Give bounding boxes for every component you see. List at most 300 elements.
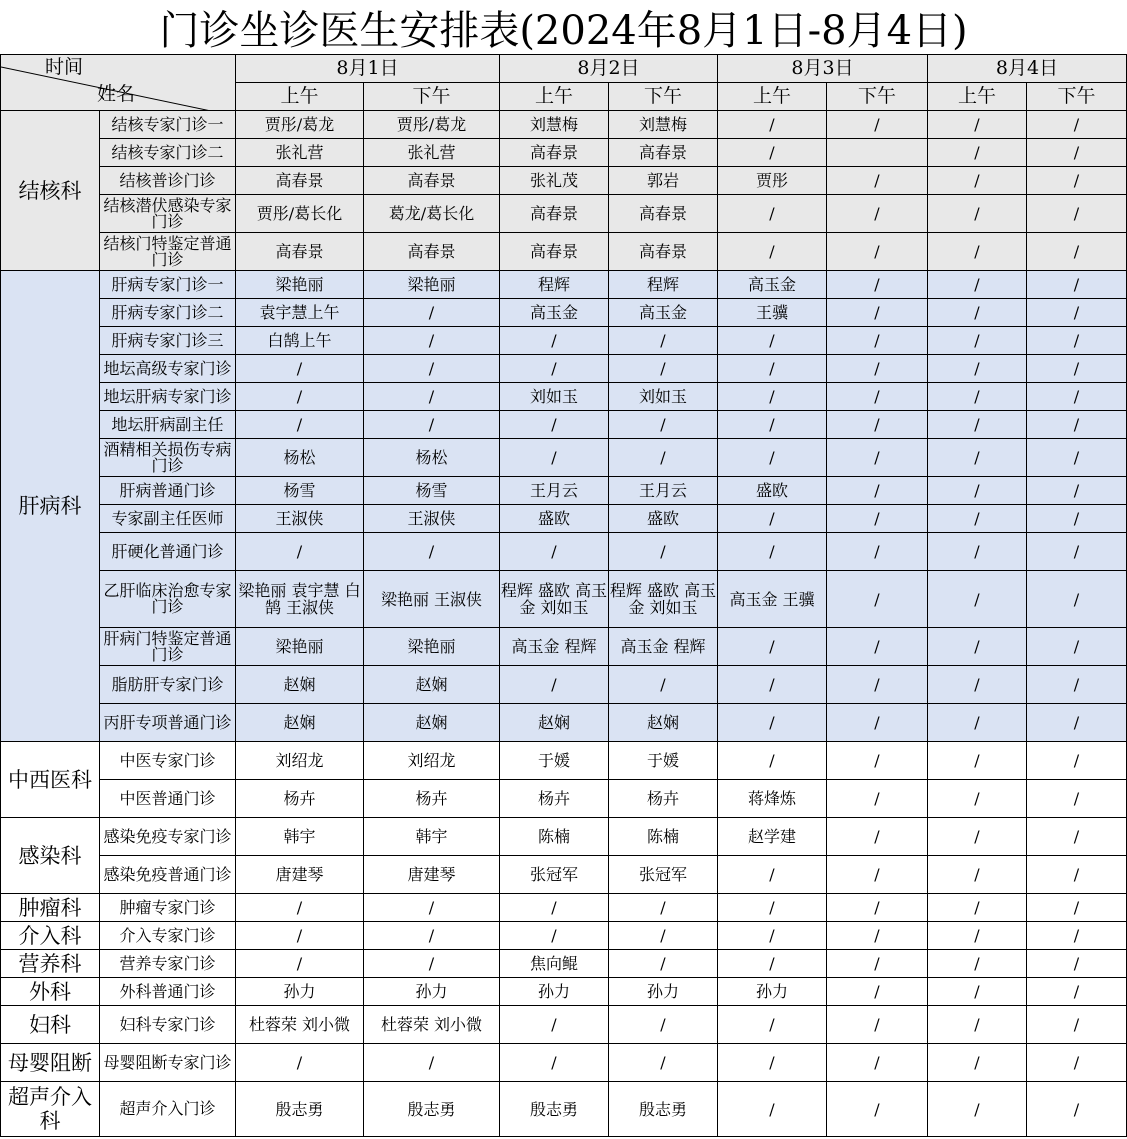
time-label: 时间 xyxy=(45,56,84,78)
clinic-cell: 肝病专家门诊一 xyxy=(100,271,236,299)
doctor-cell: / xyxy=(827,271,928,299)
table-row xyxy=(1,477,1127,505)
doctor-cell: / xyxy=(928,1082,1027,1137)
doctor-cell: 程辉 盛欧 高玉金 刘如玉 xyxy=(609,571,718,628)
doctor-cell: / xyxy=(827,978,928,1006)
doctor-cell: / xyxy=(928,477,1027,505)
table-row xyxy=(1,111,1127,139)
doctor-cell: / xyxy=(827,439,928,477)
clinic-cell: 结核专家门诊二 xyxy=(100,139,236,167)
clinic-cell: 结核专家门诊一 xyxy=(100,111,236,139)
doctor-cell: 韩宇 xyxy=(236,818,364,856)
doctor-cell: 赵娴 xyxy=(364,666,500,704)
doctor-cell: / xyxy=(1027,1006,1127,1044)
doctor-cell: 王淑侠 xyxy=(236,505,364,533)
doctor-cell: 高春景 xyxy=(236,167,364,195)
doctor-cell: / xyxy=(236,950,364,978)
doctor-cell: / xyxy=(500,355,609,383)
clinic-cell: 感染免疫专家门诊 xyxy=(100,818,236,856)
doctor-cell: / xyxy=(928,411,1027,439)
table-row xyxy=(1,704,1127,742)
doctor-cell: 张冠军 xyxy=(500,856,609,894)
doctor-cell: 梁艳丽 袁宇慧 白鹄 王淑侠 xyxy=(236,571,364,628)
doctor-cell: / xyxy=(827,950,928,978)
clinic-cell: 专家副主任医师 xyxy=(100,505,236,533)
doctor-cell: / xyxy=(364,411,500,439)
doctor-cell: 贾彤/葛龙 xyxy=(236,111,364,139)
doctor-cell: / xyxy=(1027,780,1127,818)
doctor-cell: / xyxy=(364,922,500,950)
doctor-cell: 张冠军 xyxy=(609,856,718,894)
table-row xyxy=(1,383,1127,411)
doctor-cell: / xyxy=(928,111,1027,139)
doctor-cell: 王月云 xyxy=(609,477,718,505)
doctor-cell: / xyxy=(827,233,928,271)
doctor-cell: / xyxy=(1027,383,1127,411)
doctor-cell: 梁艳丽 xyxy=(364,271,500,299)
doctor-cell: / xyxy=(1027,704,1127,742)
doctor-cell: / xyxy=(827,327,928,355)
doctor-cell: / xyxy=(1027,571,1127,628)
doctor-cell: / xyxy=(928,195,1027,233)
table-row xyxy=(1,355,1127,383)
doctor-cell: 殷志勇 xyxy=(609,1082,718,1137)
doctor-cell: / xyxy=(1027,355,1127,383)
doctor-cell: 贾彤/葛长化 xyxy=(236,195,364,233)
doctor-cell: 唐建琴 xyxy=(236,856,364,894)
doctor-cell: / xyxy=(928,1044,1027,1082)
doctor-cell: / xyxy=(1027,439,1127,477)
doctor-cell: 赵娴 xyxy=(236,704,364,742)
department-cell: 母婴阻断 xyxy=(1,1044,100,1082)
doctor-cell: / xyxy=(718,1044,827,1082)
doctor-cell: 高春景 xyxy=(364,233,500,271)
doctor-cell: 高春景 xyxy=(500,233,609,271)
doctor-cell: 高玉金 xyxy=(500,299,609,327)
table-row xyxy=(1,439,1127,477)
doctor-cell: / xyxy=(236,533,364,571)
doctor-cell: 赵娴 xyxy=(500,704,609,742)
doctor-cell: / xyxy=(236,1044,364,1082)
doctor-cell: / xyxy=(364,950,500,978)
doctor-cell: 刘慧梅 xyxy=(500,111,609,139)
doctor-cell: / xyxy=(500,1006,609,1044)
clinic-cell: 丙肝专项普通门诊 xyxy=(100,704,236,742)
clinic-cell: 地坛肝病专家门诊 xyxy=(100,383,236,411)
doctor-cell: / xyxy=(827,628,928,666)
doctor-cell: / xyxy=(718,327,827,355)
doctor-cell: / xyxy=(928,299,1027,327)
doctor-cell: / xyxy=(500,1044,609,1082)
doctor-cell: / xyxy=(928,922,1027,950)
table-row xyxy=(1,411,1127,439)
table-row xyxy=(1,327,1127,355)
clinic-cell: 脂肪肝专家门诊 xyxy=(100,666,236,704)
doctor-cell: 高春景 xyxy=(609,195,718,233)
doctor-cell: 葛龙/葛长化 xyxy=(364,195,500,233)
doctor-cell: / xyxy=(236,355,364,383)
doctor-cell: / xyxy=(827,780,928,818)
clinic-cell: 地坛肝病副主任 xyxy=(100,411,236,439)
doctor-cell: 赵娴 xyxy=(236,666,364,704)
clinic-cell: 超声介入门诊 xyxy=(100,1082,236,1137)
doctor-cell: / xyxy=(827,666,928,704)
doctor-cell: / xyxy=(827,704,928,742)
doctor-cell: 张礼营 xyxy=(236,139,364,167)
doctor-cell: 高玉金 xyxy=(609,299,718,327)
department-cell: 中西医科 xyxy=(1,742,100,818)
header-corner xyxy=(1,55,236,111)
doctor-cell: / xyxy=(928,533,1027,571)
doctor-cell: / xyxy=(718,355,827,383)
doctor-cell: / xyxy=(609,950,718,978)
doctor-cell: 白鹄上午 xyxy=(236,327,364,355)
name-label: 姓名 xyxy=(97,83,136,105)
doctor-cell: / xyxy=(500,533,609,571)
doctor-cell: / xyxy=(1027,195,1127,233)
doctor-cell: 陈楠 xyxy=(609,818,718,856)
doctor-cell: 盛欧 xyxy=(718,477,827,505)
doctor-cell: / xyxy=(1027,818,1127,856)
doctor-cell: / xyxy=(609,355,718,383)
doctor-cell: 韩宇 xyxy=(364,818,500,856)
doctor-cell: / xyxy=(609,439,718,477)
doctor-cell: / xyxy=(1027,1044,1127,1082)
table-row xyxy=(1,271,1127,299)
doctor-cell: / xyxy=(928,355,1027,383)
doctor-cell: / xyxy=(827,742,928,780)
doctor-cell: / xyxy=(928,742,1027,780)
doctor-cell: / xyxy=(609,922,718,950)
period-header: 下午 xyxy=(827,83,928,111)
doctor-cell: / xyxy=(364,533,500,571)
clinic-cell: 乙肝临床治愈专家门诊 xyxy=(100,571,236,628)
doctor-cell: 梁艳丽 王淑侠 xyxy=(364,571,500,628)
doctor-cell: / xyxy=(1027,894,1127,922)
doctor-cell: / xyxy=(609,327,718,355)
doctor-cell: / xyxy=(827,1006,928,1044)
doctor-cell: 梁艳丽 xyxy=(236,628,364,666)
doctor-cell: / xyxy=(718,666,827,704)
date-header: 8月2日 xyxy=(500,55,718,83)
doctor-cell: / xyxy=(609,894,718,922)
doctor-cell: / xyxy=(500,922,609,950)
doctor-cell: / xyxy=(827,818,928,856)
doctor-cell: / xyxy=(718,704,827,742)
doctor-cell: 孙力 xyxy=(364,978,500,1006)
doctor-cell: 程辉 xyxy=(500,271,609,299)
doctor-cell: / xyxy=(1027,628,1127,666)
period-header: 下午 xyxy=(1027,83,1127,111)
doctor-cell: / xyxy=(500,327,609,355)
doctor-cell: 梁艳丽 xyxy=(236,271,364,299)
doctor-cell: 于媛 xyxy=(609,742,718,780)
doctor-cell: / xyxy=(928,628,1027,666)
department-cell: 感染科 xyxy=(1,818,100,894)
doctor-cell: 郭岩 xyxy=(609,167,718,195)
clinic-cell: 肝病门特鉴定普通门诊 xyxy=(100,628,236,666)
doctor-cell: 贾彤/葛龙 xyxy=(364,111,500,139)
doctor-cell: 杜蓉荣 刘小微 xyxy=(364,1006,500,1044)
doctor-cell: / xyxy=(1027,922,1127,950)
doctor-cell: / xyxy=(718,1006,827,1044)
doctor-cell: 杨雪 xyxy=(364,477,500,505)
doctor-cell: / xyxy=(827,111,928,139)
doctor-cell: / xyxy=(1027,167,1127,195)
clinic-cell: 感染免疫普通门诊 xyxy=(100,856,236,894)
clinic-cell: 结核潜伏感染专家门诊 xyxy=(100,195,236,233)
doctor-cell: / xyxy=(718,439,827,477)
clinic-cell: 营养专家门诊 xyxy=(100,950,236,978)
table-row xyxy=(1,856,1127,894)
table-row xyxy=(1,299,1127,327)
doctor-cell: 刘绍龙 xyxy=(236,742,364,780)
doctor-cell: / xyxy=(500,439,609,477)
doctor-cell: / xyxy=(718,233,827,271)
table-row xyxy=(1,233,1127,271)
doctor-cell: / xyxy=(827,922,928,950)
doctor-cell: / xyxy=(1027,327,1127,355)
table-row xyxy=(1,628,1127,666)
doctor-cell: 刘绍龙 xyxy=(364,742,500,780)
doctor-cell: / xyxy=(928,439,1027,477)
doctor-cell: 高春景 xyxy=(609,139,718,167)
table-row xyxy=(1,195,1127,233)
table-row xyxy=(1,1082,1127,1137)
clinic-cell: 结核普诊门诊 xyxy=(100,167,236,195)
doctor-cell: 赵娴 xyxy=(609,704,718,742)
date-header: 8月3日 xyxy=(718,55,928,83)
doctor-cell: / xyxy=(718,894,827,922)
doctor-cell: / xyxy=(236,922,364,950)
doctor-cell: 高春景 xyxy=(364,167,500,195)
doctor-cell: 程辉 盛欧 高玉金 刘如玉 xyxy=(500,571,609,628)
period-header: 下午 xyxy=(609,83,718,111)
doctor-cell: 王月云 xyxy=(500,477,609,505)
doctor-cell: 杨松 xyxy=(364,439,500,477)
doctor-cell: 程辉 xyxy=(609,271,718,299)
doctor-cell: 杨松 xyxy=(236,439,364,477)
doctor-cell: 高玉金 程辉 xyxy=(500,628,609,666)
date-header: 8月4日 xyxy=(928,55,1127,83)
clinic-cell: 肿瘤专家门诊 xyxy=(100,894,236,922)
doctor-cell: 于媛 xyxy=(500,742,609,780)
page-title: 门诊坐诊医生安排表(2024年8月1日-8月4日) xyxy=(159,8,968,54)
doctor-cell: / xyxy=(500,666,609,704)
doctor-cell: 殷志勇 xyxy=(500,1082,609,1137)
doctor-cell: 殷志勇 xyxy=(236,1082,364,1137)
doctor-cell: 殷志勇 xyxy=(364,1082,500,1137)
period-header: 上午 xyxy=(928,83,1027,111)
period-header: 上午 xyxy=(500,83,609,111)
doctor-cell: 高玉金 xyxy=(718,271,827,299)
department-cell: 营养科 xyxy=(1,950,100,978)
clinic-cell: 母婴阻断专家门诊 xyxy=(100,1044,236,1082)
doctor-cell: 盛欧 xyxy=(609,505,718,533)
doctor-cell: / xyxy=(827,477,928,505)
table-row xyxy=(1,1044,1127,1082)
doctor-cell: / xyxy=(928,894,1027,922)
department-cell: 超声介入科 xyxy=(1,1082,100,1137)
doctor-cell: / xyxy=(827,533,928,571)
doctor-cell: / xyxy=(827,411,928,439)
department-cell: 介入科 xyxy=(1,922,100,950)
doctor-cell: / xyxy=(718,856,827,894)
doctor-cell: / xyxy=(928,1006,1027,1044)
clinic-cell: 酒精相关损伤专病门诊 xyxy=(100,439,236,477)
doctor-cell: / xyxy=(364,383,500,411)
department-cell: 妇科 xyxy=(1,1006,100,1044)
doctor-cell: 刘如玉 xyxy=(609,383,718,411)
doctor-cell: 盛欧 xyxy=(500,505,609,533)
doctor-cell: / xyxy=(364,894,500,922)
doctor-cell: / xyxy=(827,355,928,383)
doctor-cell: 高春景 xyxy=(236,233,364,271)
doctor-cell: / xyxy=(718,505,827,533)
doctor-cell: / xyxy=(364,327,500,355)
doctor-cell: / xyxy=(609,533,718,571)
doctor-cell: / xyxy=(827,383,928,411)
department-cell: 肝病科 xyxy=(1,271,100,742)
doctor-cell: / xyxy=(827,894,928,922)
doctor-cell: / xyxy=(718,383,827,411)
doctor-cell: / xyxy=(1027,111,1127,139)
table-row xyxy=(1,167,1127,195)
doctor-cell: / xyxy=(827,856,928,894)
table-row xyxy=(1,533,1127,571)
doctor-cell: / xyxy=(827,571,928,628)
clinic-cell: 结核门特鉴定普通门诊 xyxy=(100,233,236,271)
doctor-cell: / xyxy=(1027,666,1127,704)
period-header: 上午 xyxy=(718,83,827,111)
period-header: 上午 xyxy=(236,83,364,111)
clinic-cell: 地坛高级专家门诊 xyxy=(100,355,236,383)
doctor-cell: / xyxy=(609,1006,718,1044)
department-cell: 外科 xyxy=(1,978,100,1006)
doctor-cell: 陈楠 xyxy=(500,818,609,856)
department-cell: 肿瘤科 xyxy=(1,894,100,922)
doctor-cell: / xyxy=(364,1044,500,1082)
doctor-cell: / xyxy=(928,818,1027,856)
doctor-cell: / xyxy=(236,894,364,922)
doctor-cell: / xyxy=(1027,271,1127,299)
doctor-cell: / xyxy=(500,894,609,922)
table-row xyxy=(1,818,1127,856)
schedule-table xyxy=(0,54,1127,1137)
clinic-cell: 肝病普通门诊 xyxy=(100,477,236,505)
table-row xyxy=(1,922,1127,950)
doctor-cell: / xyxy=(928,167,1027,195)
doctor-cell: 赵娴 xyxy=(364,704,500,742)
doctor-cell: / xyxy=(928,950,1027,978)
doctor-cell: 张礼茂 xyxy=(500,167,609,195)
department-cell: 结核科 xyxy=(1,111,100,271)
doctor-cell: / xyxy=(1027,856,1127,894)
doctor-cell: / xyxy=(236,411,364,439)
doctor-cell: 高玉金 程辉 xyxy=(609,628,718,666)
clinic-cell: 肝病专家门诊三 xyxy=(100,327,236,355)
doctor-cell: / xyxy=(609,1044,718,1082)
doctor-cell: / xyxy=(718,1082,827,1137)
doctor-cell: 孙力 xyxy=(609,978,718,1006)
schedule-body xyxy=(1,111,1127,1137)
doctor-cell: / xyxy=(1027,299,1127,327)
doctor-cell: 孙力 xyxy=(236,978,364,1006)
doctor-cell: / xyxy=(928,505,1027,533)
clinic-cell: 妇科专家门诊 xyxy=(100,1006,236,1044)
clinic-cell: 肝硬化普通门诊 xyxy=(100,533,236,571)
doctor-cell: 贾彤 xyxy=(718,167,827,195)
table-row xyxy=(1,666,1127,704)
doctor-cell: 唐建琴 xyxy=(364,856,500,894)
doctor-cell: / xyxy=(1027,1082,1127,1137)
doctor-cell: 杜蓉荣 刘小微 xyxy=(236,1006,364,1044)
doctor-cell: / xyxy=(928,666,1027,704)
doctor-cell: / xyxy=(827,505,928,533)
doctor-cell: / xyxy=(500,411,609,439)
doctor-cell: / xyxy=(1027,505,1127,533)
clinic-cell: 外科普通门诊 xyxy=(100,978,236,1006)
doctor-cell: 杨卉 xyxy=(500,780,609,818)
doctor-cell: 杨卉 xyxy=(609,780,718,818)
doctor-cell: 高玉金 王骥 xyxy=(718,571,827,628)
table-row xyxy=(1,571,1127,628)
doctor-cell: / xyxy=(827,1044,928,1082)
table-row xyxy=(1,505,1127,533)
table-row xyxy=(1,780,1127,818)
doctor-cell: / xyxy=(1027,411,1127,439)
doctor-cell: 杨雪 xyxy=(236,477,364,505)
doctor-cell: / xyxy=(827,167,928,195)
doctor-cell: / xyxy=(1027,950,1127,978)
doctor-cell: 焦向鲲 xyxy=(500,950,609,978)
doctor-cell: / xyxy=(364,299,500,327)
doctor-cell: 蒋烽炼 xyxy=(718,780,827,818)
doctor-cell: / xyxy=(718,533,827,571)
doctor-cell: / xyxy=(1027,233,1127,271)
doctor-cell: / xyxy=(928,856,1027,894)
doctor-cell: / xyxy=(718,195,827,233)
doctor-cell: / xyxy=(364,355,500,383)
doctor-cell: 杨卉 xyxy=(364,780,500,818)
period-header: 下午 xyxy=(364,83,500,111)
doctor-cell: / xyxy=(1027,139,1127,167)
doctor-cell: / xyxy=(928,571,1027,628)
table-row xyxy=(1,742,1127,780)
doctor-cell: / xyxy=(718,742,827,780)
doctor-cell: 杨卉 xyxy=(236,780,364,818)
doctor-cell: 刘慧梅 xyxy=(609,111,718,139)
doctor-cell: / xyxy=(928,383,1027,411)
doctor-cell: 王骥 xyxy=(718,299,827,327)
doctor-cell: / xyxy=(718,411,827,439)
doctor-cell: 高春景 xyxy=(609,233,718,271)
doctor-cell: 王淑侠 xyxy=(364,505,500,533)
doctor-cell: / xyxy=(1027,978,1127,1006)
table-row xyxy=(1,978,1127,1006)
clinic-cell: 中医普通门诊 xyxy=(100,780,236,818)
doctor-cell: / xyxy=(718,139,827,167)
doctor-cell: / xyxy=(928,978,1027,1006)
doctor-cell xyxy=(827,139,928,167)
doctor-cell: 刘如玉 xyxy=(500,383,609,411)
doctor-cell: 孙力 xyxy=(500,978,609,1006)
doctor-cell: / xyxy=(928,327,1027,355)
doctor-cell: 孙力 xyxy=(718,978,827,1006)
doctor-cell: / xyxy=(609,666,718,704)
doctor-cell: / xyxy=(1027,477,1127,505)
table-row xyxy=(1,1006,1127,1044)
